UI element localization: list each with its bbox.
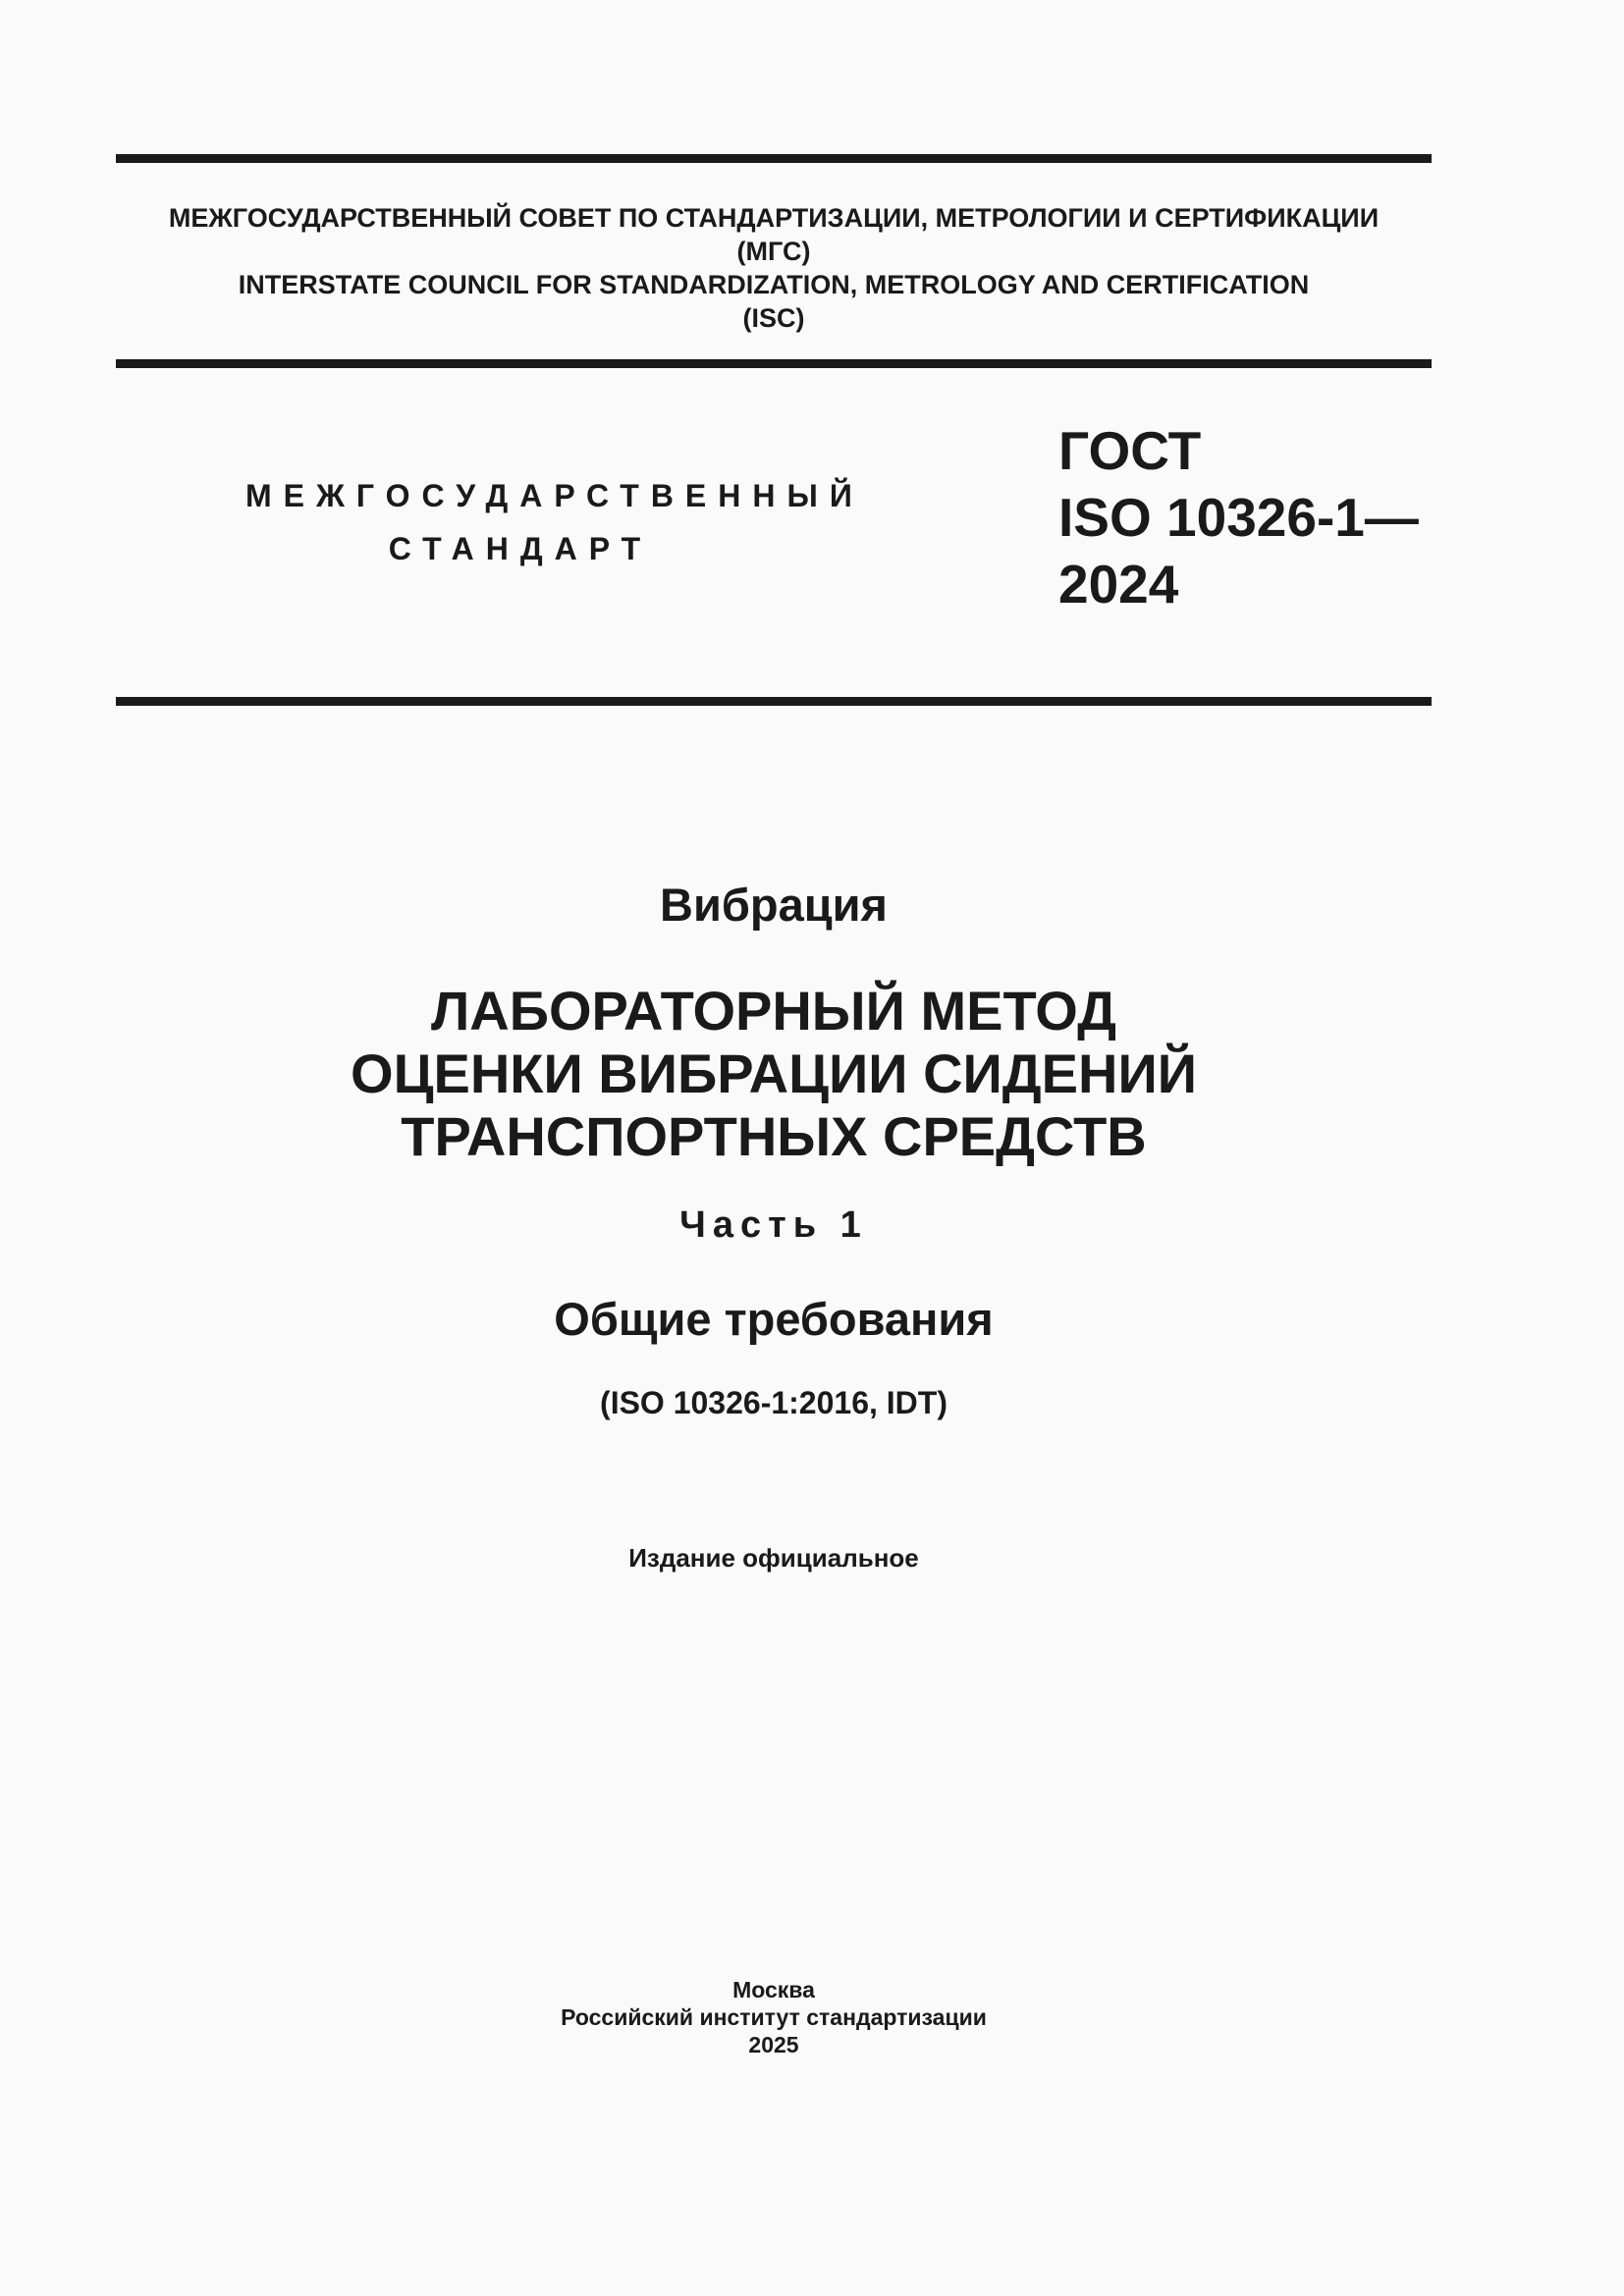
header-rule	[116, 359, 1432, 368]
top-rule	[116, 154, 1432, 163]
iso-reference: (ISO 10326-1:2016, IDT)	[600, 1385, 947, 1420]
imprint	[116, 1976, 1432, 2058]
council-ru-abbr: (МГС)	[736, 237, 811, 266]
gost-designation	[1058, 417, 1419, 617]
standard-type	[245, 469, 864, 575]
document-title	[116, 980, 1432, 1168]
gost-line3: 2024	[1058, 554, 1179, 614]
council-header	[116, 201, 1432, 335]
standard-type-line1: МЕЖГОСУДАРСТВЕННЫЙ	[245, 478, 864, 513]
council-ru: МЕЖГОСУДАРСТВЕННЫЙ СОВЕТ ПО СТАНДАРТИЗАЦИИ, МЕТРОЛОГИИ И СЕРТИФИКАЦИИ	[168, 203, 1380, 233]
title-line3: ТРАНСПОРТНЫХ СРЕДСТВ	[401, 1105, 1147, 1167]
subject-heading: Вибрация	[660, 879, 888, 931]
council-en: INTERSTATE COUNCIL FOR STANDARDIZATION, METROLOGY AND CERTIFICATION	[238, 270, 1310, 299]
imprint-publisher: Российский институт стандартизации	[561, 2004, 987, 2030]
designation-rule	[116, 697, 1432, 706]
imprint-city: Москва	[732, 1977, 815, 2002]
part-title: Общие требования	[554, 1293, 994, 1345]
gost-line1: ГОСТ	[1058, 420, 1202, 481]
standard-type-line2: СТАНДАРТ	[388, 531, 653, 566]
gost-line2: ISO 10326-1—	[1058, 487, 1419, 548]
title-line2: ОЦЕНКИ ВИБРАЦИИ СИДЕНИЙ	[351, 1042, 1197, 1104]
part-number: Часть 1	[679, 1204, 868, 1246]
imprint-year: 2025	[748, 2032, 799, 2057]
council-en-abbr: (ISC)	[742, 303, 805, 333]
title-line1: ЛАБОРАТОРНЫЙ МЕТОД	[431, 980, 1116, 1041]
edition-label: Издание официальное	[628, 1543, 919, 1573]
